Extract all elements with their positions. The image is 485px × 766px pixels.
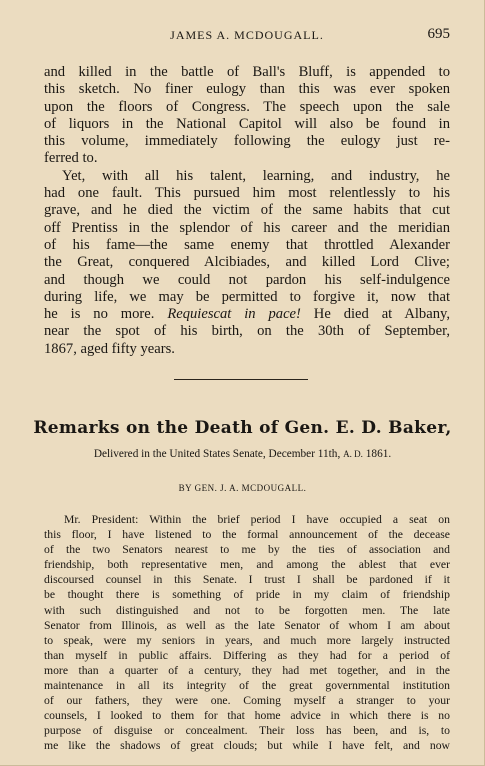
text-line: during life, we may be permitted to forgive it, now that — [44, 288, 450, 305]
text-line: near the spot of his birth, on the 30th of September, — [44, 323, 450, 340]
speech-line: Senator from Illinois, as well as the late Senator of whom I am about — [44, 618, 450, 632]
speech-line: of our fathers, they were one. Coming myself a stranger to your — [44, 694, 450, 708]
delivery-year: 1861. — [365, 448, 392, 460]
speech-text — [44, 512, 450, 754]
speech-line: than myself in public affairs. Differing as they had for a period of — [44, 648, 450, 662]
speech-line: be thought there is something of pride in my claim of friendship — [44, 588, 450, 602]
text-line: the Great, conquered Alcibiades, and killed Lord Clive; — [44, 254, 450, 271]
biography-text — [44, 64, 450, 358]
speech-delivery-note — [20, 448, 465, 460]
text-line: and though we could not pardon his self-indulgence — [44, 271, 450, 288]
speech-line: purpose of disguise or concealment. Their loss has been, and is, to — [44, 724, 450, 738]
text-line: grave, and he died the victim of the same habits that cut — [44, 202, 450, 219]
text-line: had one fault. This pursued him most relentlessly to his — [44, 185, 450, 202]
text-line: upon the floors of Congress. The speech upon the sale — [44, 98, 450, 115]
speech-line: this floor, I have listened to the formal announcement of the decease — [44, 528, 450, 542]
delivery-text: Delivered in the United States Senate, December 11th, — [93, 448, 341, 460]
text-line: of his fame—the same enemy that throttled Alexander — [44, 236, 450, 253]
era-abbreviation: A. D. — [343, 449, 363, 459]
speech-line: me like the shadows of great clouds; but while I have felt, and now — [44, 739, 450, 753]
section-divider — [174, 379, 308, 380]
speech-byline: BY GEN. J. A. MCDOUGALL. — [178, 483, 307, 493]
speech-line: to speak, were my seniors in years, and much more largely instructed — [44, 633, 450, 647]
speech-title: Remarks on the Death of Gen. E. D. Baker, — [33, 418, 452, 438]
text-line: Yet, with all his talent, learning, and industry, he — [62, 167, 450, 184]
speech-line: of the two Senators nearest to me by the ties of association and — [44, 543, 450, 557]
speech-line: counsels, I looked to them for that home advice in which there is no — [44, 709, 450, 723]
text-line: ferred to. — [44, 150, 98, 167]
text-line: this sketch. No finer eulogy than this was ever spoken — [44, 81, 450, 98]
running-header — [44, 26, 450, 44]
text-line: 1867, aged fifty years. — [44, 340, 175, 357]
text-line: and killed in the battle of Ball's Bluff, is appended to — [44, 64, 450, 80]
text-line — [44, 306, 450, 323]
latin-phrase: Requiescat in pace! — [167, 306, 301, 323]
page-number: 695 — [427, 26, 450, 42]
text-segment: he is no more. — [44, 306, 155, 323]
running-title: JAMES A. MCDOUGALL. — [170, 28, 324, 42]
text-line: this volume, immediately following the eulogy just re- — [44, 133, 450, 150]
speech-line: friendship, both representative men, and among the ablest that ever — [44, 558, 450, 572]
text-line: of liquors in the National Capitol will also be found in — [44, 115, 450, 132]
speech-line: maintenance in all its integrity of the great governmental institution — [44, 679, 450, 693]
text-line: off Prentiss in the splendor of his career and the meridian — [44, 219, 450, 236]
speech-line: discoursed counsel in this Senate. I trust I shall be pardoned if it — [44, 573, 450, 587]
speech-line: with such distinguished and not to be forgotten men. The late — [44, 603, 450, 617]
speech-line: Mr. President: Within the brief period I have occupied a seat on — [64, 513, 450, 526]
text-segment: He died at Albany, — [313, 306, 450, 323]
speech-line: more than a quarter of a century, they had met together, and in the — [44, 663, 450, 677]
